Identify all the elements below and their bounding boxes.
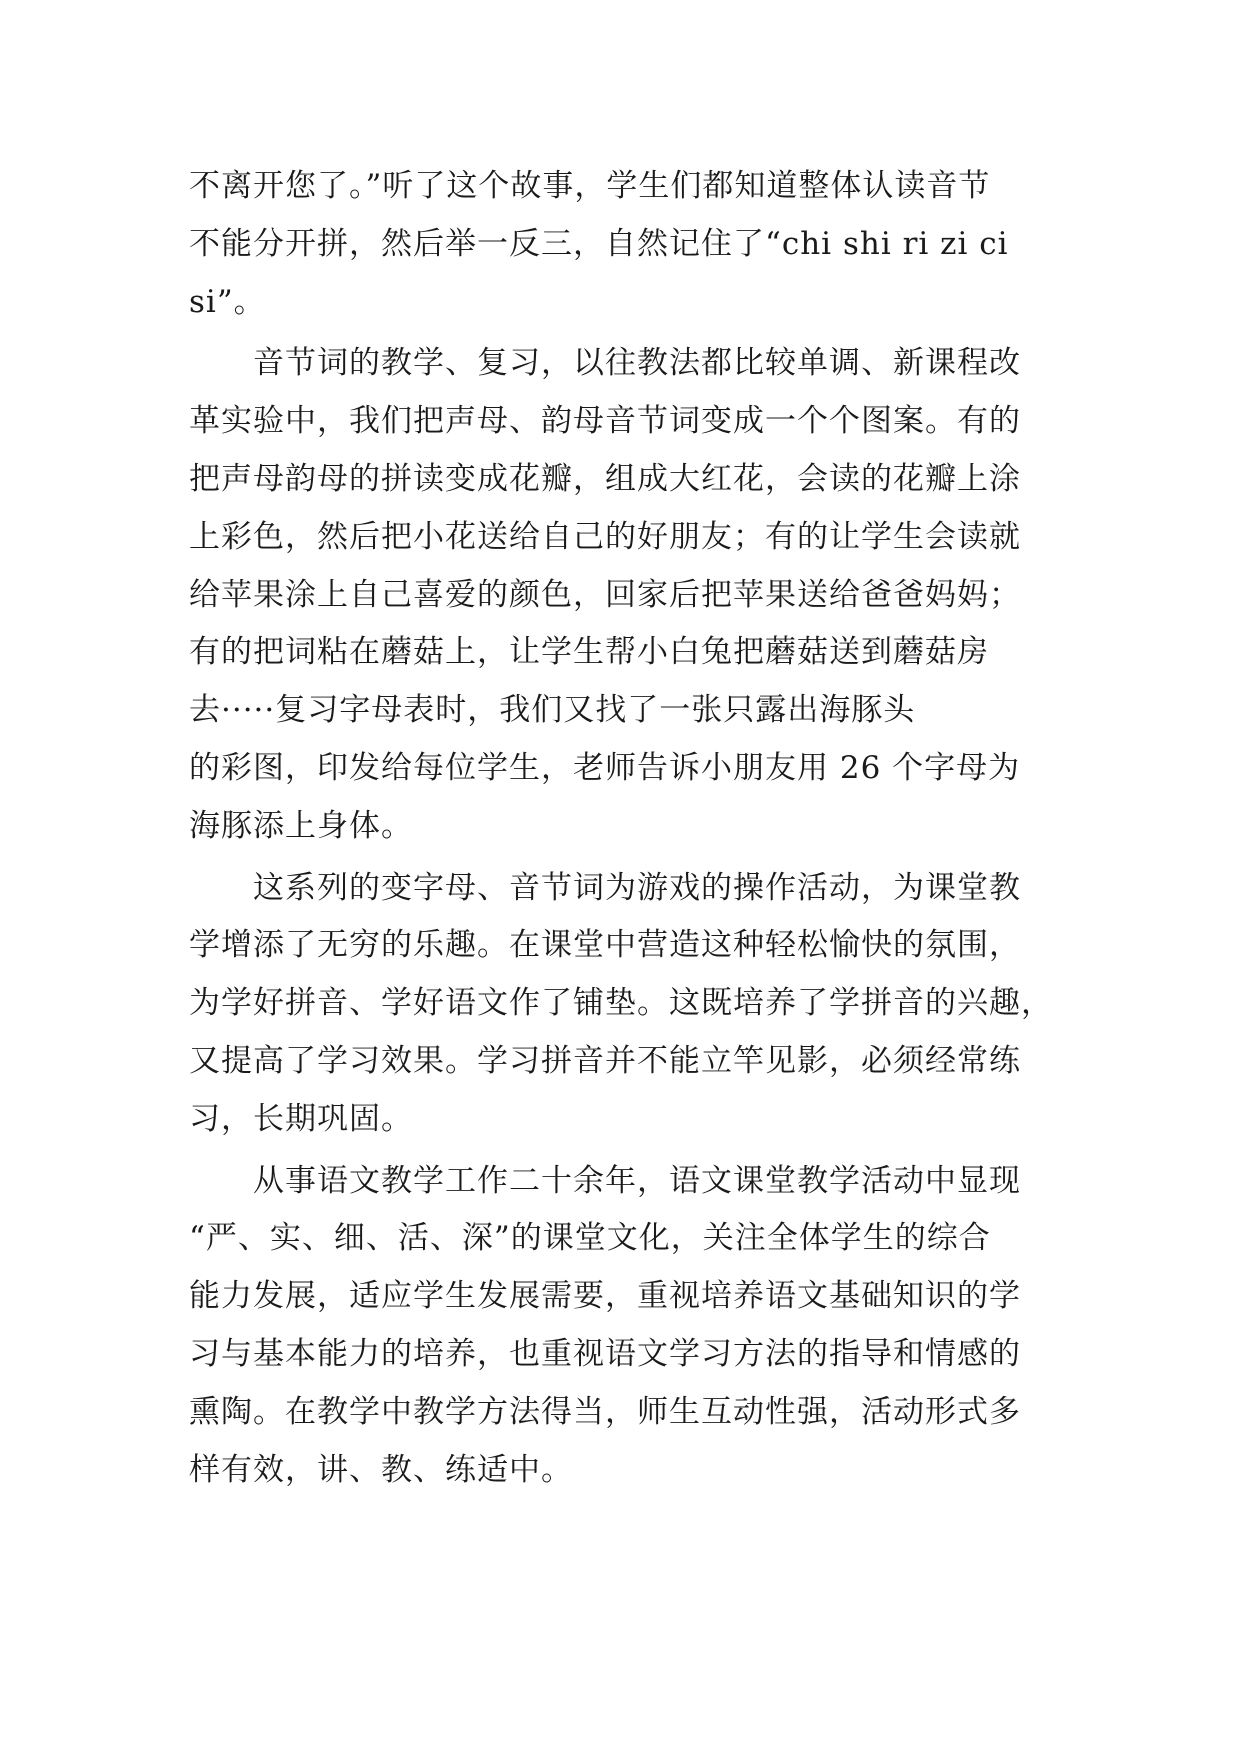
text-line: 能力发展，适应学生发展需要，重视培养语文基础知识的学: [189, 1278, 1021, 1315]
text-line: 把声母韵母的拼读变成花瓣，组成大红花，会读的花瓣上涂: [189, 460, 1021, 497]
text-line: 音节词的教学、复习，以往教法都比较单调、新课程改: [253, 345, 1021, 382]
text-line: 为学好拼音、学好语文作了铺垫。这既培养了学拼音的兴趣，: [189, 985, 1053, 1022]
text-line: 不能分开拼，然后举一反三，自然记住了“chi shi ri zi ci: [189, 225, 1009, 262]
text-line: 上彩色，然后把小花送给自己的好朋友；有的让学生会读就: [189, 518, 1021, 555]
text-line: 习，长期巩固。: [189, 1100, 413, 1137]
text-line: 去·····复习字母表时，我们又找了一张只露出海豚头: [189, 692, 916, 729]
text-line: 的彩图，印发给每位学生，老师告诉小朋友用 26 个字母为: [189, 749, 1021, 786]
paragraph: [189, 1153, 1059, 1500]
text-line: si”。: [189, 283, 266, 320]
paragraph: [189, 860, 1059, 1149]
text-line: 有的把词粘在蘑菇上，让学生帮小白兔把蘑菇送到蘑菇房: [189, 634, 989, 671]
text-line: 给苹果涂上自己喜爱的颜色，回家后把苹果送给爸爸妈妈；: [189, 576, 1021, 613]
text-line: 不离开您了。”听了这个故事，学生们都知道整体认读音节: [189, 168, 991, 204]
text-line: 熏陶。在教学中教学方法得当，师生互动性强，活动形式多: [189, 1393, 1021, 1430]
paragraph: [189, 335, 1059, 855]
text-line: “严、实、细、活、深”的课堂文化，关注全体学生的综合: [189, 1220, 991, 1257]
text-line: 样有效，讲、教、练适中。: [189, 1451, 573, 1488]
text-line: 习与基本能力的培养，也重视语文学习方法的指导和情感的: [189, 1335, 1021, 1372]
document-body: [189, 158, 1059, 1499]
text-line: 革实验中，我们把声母、韵母音节词变成一个个图案。有的: [189, 403, 1021, 440]
text-line: 海豚添上身体。: [189, 807, 413, 844]
text-line: 从事语文教学工作二十余年，语文课堂教学活动中显现: [253, 1162, 1021, 1199]
text-line: 学增添了无穷的乐趣。在课堂中营造这种轻松愉快的氛围，: [189, 927, 1021, 964]
text-line: 这系列的变字母、音节词为游戏的操作活动，为课堂教: [253, 869, 1021, 906]
paragraph: [189, 158, 1059, 331]
text-line: 又提高了学习效果。学习拼音并不能立竿见影，必须经常练: [189, 1042, 1021, 1079]
